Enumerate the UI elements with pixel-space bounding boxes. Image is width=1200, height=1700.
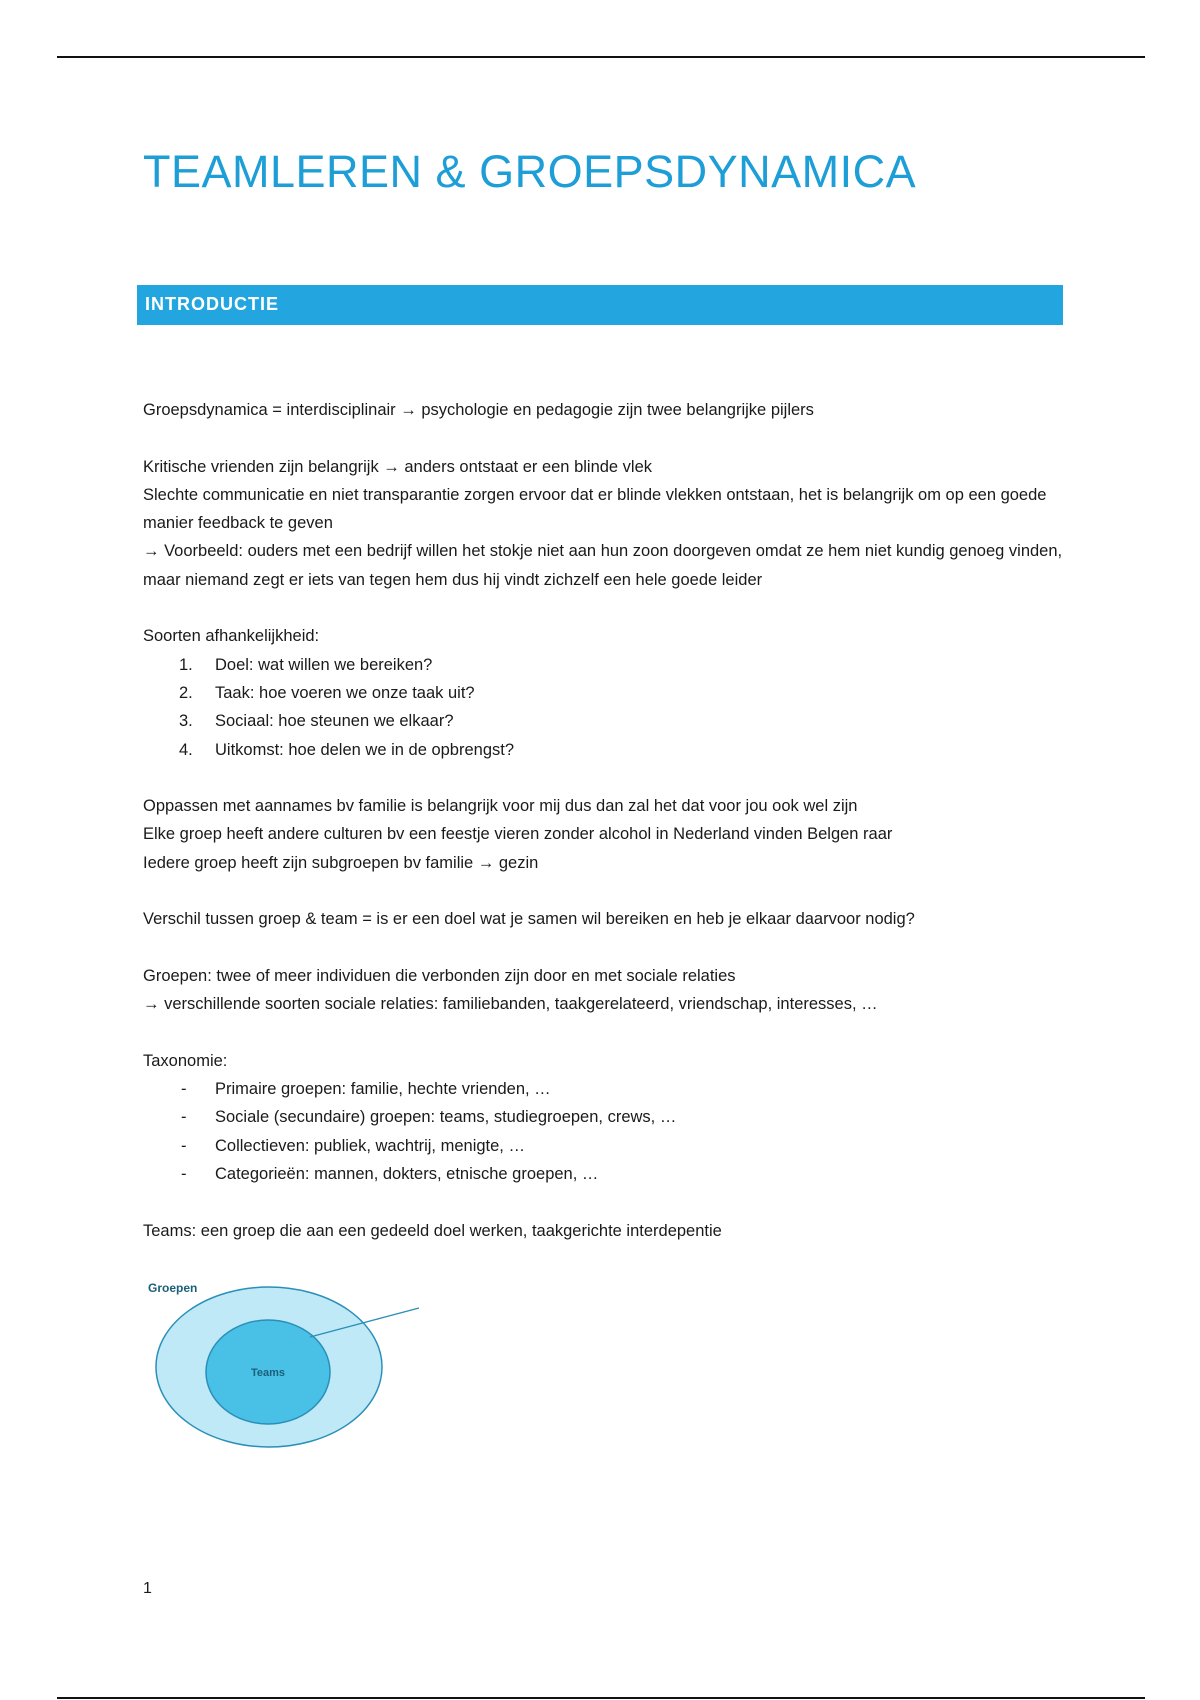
list-item: 4. Uitkomst: hoe delen we in de opbrengst?	[179, 740, 515, 759]
teams-label: Teams	[250, 1367, 286, 1379]
paragraph: Soorten afhankelijkheid:	[143, 627, 320, 646]
paragraph: Taxonomie:	[143, 1051, 228, 1070]
list-item: - Primaire groepen: familie, hechte vrienden, …	[181, 1080, 551, 1099]
list-item: - Sociale (secundaire) groepen: teams, studiegroepen, crews, …	[181, 1108, 677, 1127]
bottom-rule	[57, 1697, 1145, 1699]
paragraph: Iedere groep heeft zijn subgroepen bv familie → gezin	[143, 853, 539, 872]
section-heading: INTRODUCTIE	[145, 294, 279, 314]
paragraph: Groepen: twee of meer individuen die verbonden zijn door en met sociale relaties	[143, 966, 736, 985]
paragraph: Groepsdynamica = interdisciplinair → psychologie en pedagogie zijn twee belangrijke pijlers	[143, 401, 814, 419]
document-title: TEAMLEREN & GROEPSDYNAMICA	[143, 146, 917, 197]
paragraph: Verschil tussen groep & team = is er een doel wat je samen wil bereiken en heb je elkaar daarvoor nodig?	[143, 910, 915, 929]
paragraph: Elke groep heeft andere culturen bv een feestje vieren zonder alcohol in Nederland vinden Belgen raar	[143, 825, 893, 844]
groups-label: Groepen	[148, 1281, 198, 1295]
paragraph: Oppassen met aannames bv familie is belangrijk voor mij dus dan zal het dat voor jou ook wel zijn	[143, 797, 858, 816]
paragraph: → Voorbeeld: ouders met een bedrijf willen het stokje niet aan hun zoon doorgeven omdat ze hem niet kundig genoeg vinden, maar niemand zegt er iets van tegen hem dus hij vindt zichzelf een hele goede leider	[143, 542, 1063, 589]
document-body	[143, 396, 1063, 1245]
paragraph: Slechte communicatie en niet transparantie zorgen ervoor dat er blinde vlekken ontstaan, het is belangrijk om op een goede manier feedback te geven	[143, 485, 1047, 533]
list-item: 1. Doel: wat willen we bereiken?	[179, 655, 433, 674]
section-heading-bar	[137, 285, 1063, 325]
taxonomy-list	[143, 1075, 1063, 1188]
list-item: 3. Sociaal: hoe steunen we elkaar?	[179, 712, 454, 731]
page-number: 1	[143, 1580, 152, 1597]
list-item: 2. Taak: hoe voeren we onze taak uit?	[179, 683, 475, 702]
list-item: - Categorieën: mannen, dokters, etnische groepen, …	[181, 1165, 599, 1184]
paragraph: Kritische vrienden zijn belangrijk → anders ontstaat er een blinde vlek	[143, 457, 653, 476]
top-rule	[57, 56, 1145, 58]
paragraph: Teams: een groep die aan een gedeeld doel werken, taakgerichte interdepentie	[143, 1221, 722, 1240]
dependency-list	[143, 651, 1063, 764]
paragraph: → verschillende soorten sociale relaties: familiebanden, taakgerelateerd, vriendschap, interesses, …	[143, 995, 878, 1014]
groups-teams-diagram	[145, 1272, 435, 1452]
list-item: - Collectieven: publiek, wachtrij, menigte, …	[181, 1136, 525, 1155]
